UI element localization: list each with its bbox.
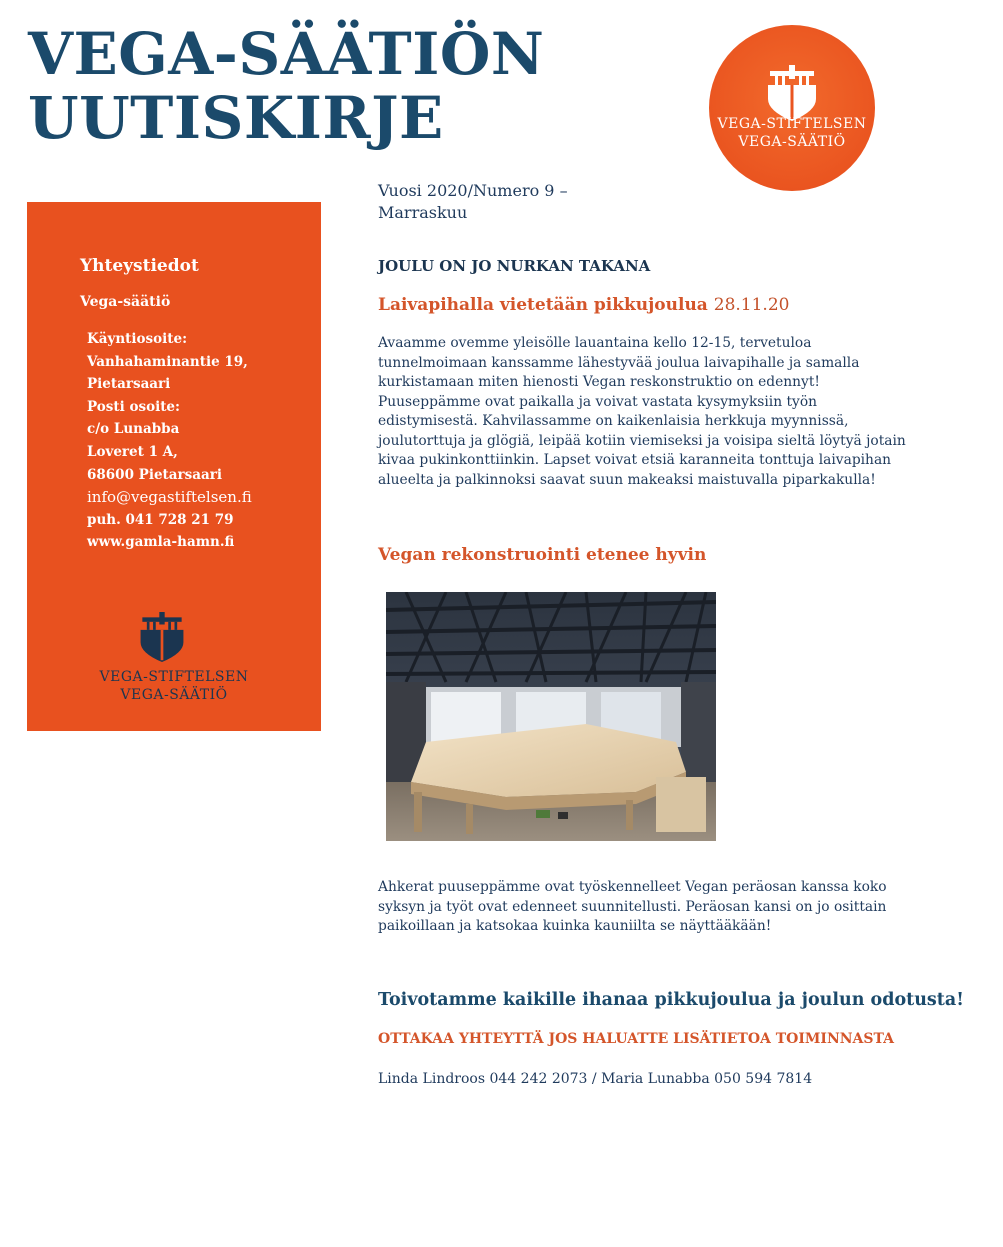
section-heading: JOULU ON JO NURKAN TAKANA	[378, 257, 651, 275]
body-line: paikoillaan ja katsokaa kuinka kauniilta se näyttääkään!	[378, 918, 772, 934]
sidebar-logo-line-2: VEGA-SÄÄTIÖ	[120, 687, 228, 703]
article-1-body	[378, 334, 938, 490]
sidebar-contact-lines	[87, 328, 252, 554]
issue-info	[378, 180, 608, 224]
body-line: tunnelmoimaan kanssamme lähestyvää joulua laivapihalle ja samalla	[378, 354, 860, 371]
postal-city: 68600 Pietarsaari	[87, 466, 222, 483]
website-link[interactable]: www.gamla-hamn.fi	[87, 534, 235, 551]
ship-bow-icon	[135, 612, 189, 662]
email-link[interactable]: info@vegastiftelsen.fi	[87, 488, 252, 507]
address-street: Vanhahaminantie 19,	[87, 353, 248, 370]
brand-logo	[709, 25, 875, 191]
body-line: kurkistamaan miten hienosti Vegan reskonstruktio on edennyt!	[378, 374, 820, 390]
title-line-1: VEGA-SÄÄTIÖN	[28, 20, 545, 88]
contact-call-to-action: OTTAKAA YHTEYTTÄ JOS HALUATTE LISÄTIETOA TOIMINNASTA	[378, 1031, 895, 1047]
postal-label: Posti osoite:	[87, 398, 181, 415]
logo-text-line-2: VEGA-SÄÄTIÖ	[738, 134, 846, 150]
phone-number: puh. 041 728 21 79	[87, 511, 234, 528]
postal-street: Loveret 1 A,	[87, 443, 178, 460]
sidebar-org-name: Vega-säätiö	[80, 294, 171, 310]
title-line-2: UUTISKIRJE	[28, 84, 444, 152]
boat-deck-construction-photo	[386, 592, 716, 841]
address-label: Käyntiosoite:	[87, 331, 188, 347]
article-2-body	[378, 878, 938, 937]
body-line: Puuseppämme ovat paikalla ja voivat vastata kysymyksiin työn	[378, 393, 818, 410]
body-line: alueelta ja palkinnoksi saavat suun makeaksi maistuvalla piparkakulla!	[378, 471, 876, 488]
article-1-date: 28.11.20	[713, 295, 790, 315]
sidebar-heading: Yhteystiedot	[80, 256, 199, 276]
contact-sidebar	[27, 202, 321, 731]
body-line: joulutorttuja ja glögiä, leipää kotiin viemiseksi ja voisipa sieltä löytyä jotain	[378, 432, 906, 449]
body-line: Ahkerat puuseppämme ovat työskennelleet Vegan peräosan kanssa koko	[378, 879, 887, 895]
newsletter-title	[28, 22, 544, 150]
sidebar-logo-text	[27, 668, 321, 704]
postal-co: c/o Lunabba	[87, 421, 180, 438]
body-line: kivaa pukinkonttiinkin. Lapset voivat etsiä karanneita tonttuja laivapihan	[378, 452, 892, 468]
contact-persons: Linda Lindroos 044 242 2073 / Maria Lunabba 050 594 7814	[378, 1071, 813, 1087]
logo-text-line-1: VEGA-STIFTELSEN	[717, 116, 867, 132]
body-line: syksyn ja työt ovat edenneet suunnitellusti. Peräosan kansi on jo osittain	[378, 898, 887, 915]
ship-bow-icon	[765, 65, 819, 121]
greeting-message: Toivotamme kaikille ihanaa pikkujoulua ja joulun odotusta!	[378, 990, 964, 1010]
address-city: Pietarsaari	[87, 376, 171, 393]
article-1-heading	[378, 295, 789, 315]
article-1-title: Laivapihalla vietetään pikkujoulua	[378, 295, 708, 315]
body-line: edistymisestä. Kahvilassamme on kaikenlaisia herkkuja myynnissä,	[378, 413, 849, 429]
issue-line-1: Vuosi 2020/Numero 9 –	[378, 181, 568, 200]
body-line: Avaamme ovemme yleisölle lauantaina kello 12-15, tervetuloa	[378, 335, 812, 351]
article-2-heading: Vegan rekonstruointi etenee hyvin	[378, 545, 707, 565]
sidebar-logo-line-1: VEGA-STIFTELSEN	[99, 669, 249, 685]
issue-line-2: Marraskuu	[378, 203, 468, 222]
